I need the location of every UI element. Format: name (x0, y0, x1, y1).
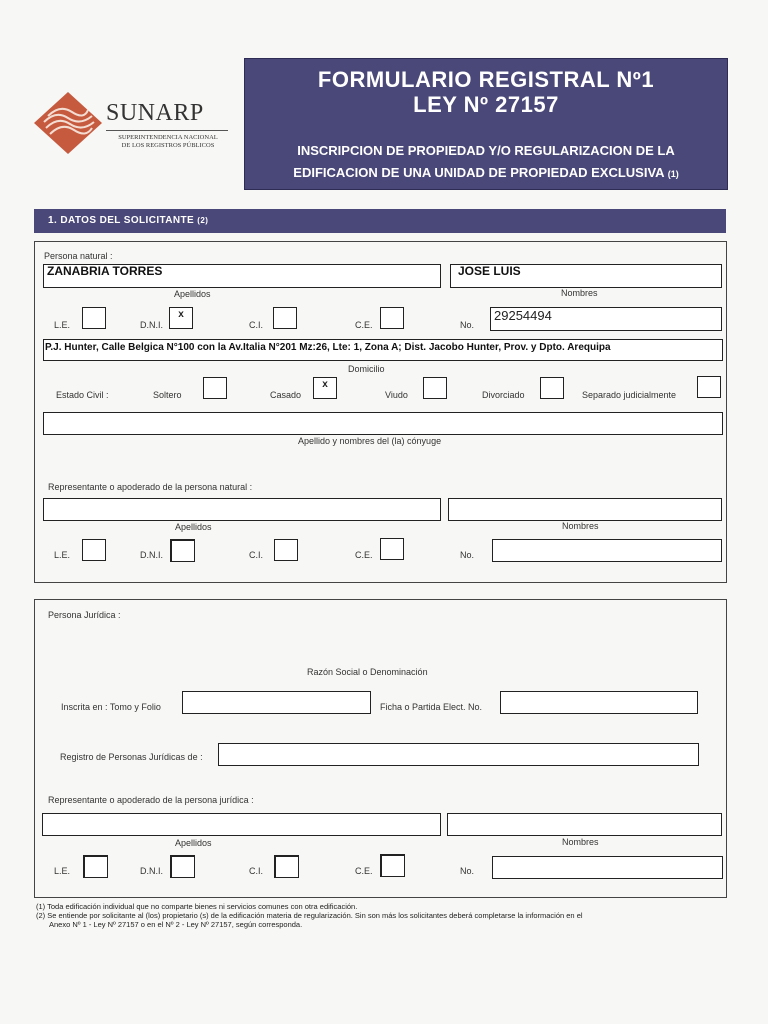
form-subtitle-line1: INSCRIPCION DE PROPIEDAD Y/O REGULARIZACION DE LA (297, 143, 675, 158)
rep-natural-no-label: No. (460, 550, 475, 560)
dni-label: D.N.I. (140, 320, 164, 330)
apellidos-value: ZANABRIA TORRES (47, 264, 163, 278)
registro-field[interactable] (218, 743, 699, 766)
casado-label: Casado (270, 390, 302, 400)
rep-natural-le-label: L.E. (54, 550, 71, 560)
rep-natural-ce-checkbox[interactable] (380, 538, 404, 560)
form-subtitle-note: (1) (667, 169, 679, 179)
form-subtitle-line2 (245, 165, 727, 180)
rep-natural-ce-label: C.E. (355, 550, 373, 560)
persona-natural-heading: Persona natural : (44, 251, 113, 261)
apellidos-label: Apellidos (174, 289, 211, 299)
section-title (48, 215, 208, 226)
doc-no-label: No. (460, 320, 475, 330)
logo-divider (106, 130, 228, 131)
ci-checkbox[interactable] (273, 307, 297, 329)
rep-natural-apellidos-field[interactable] (43, 498, 441, 521)
logo-subtitle-line2: DE LOS REGISTROS PÚBLICOS (121, 142, 215, 149)
registro-label: Registro de Personas Jurídicas de : (60, 752, 203, 762)
divorciado-label: Divorciado (482, 390, 525, 400)
ficha-label: Ficha o Partida Elect. No. (380, 702, 483, 712)
section-bar (34, 209, 726, 233)
rep-juridica-ci-checkbox[interactable] (274, 855, 299, 878)
tomo-folio-field[interactable] (182, 691, 371, 714)
rep-natural-nombres-field[interactable] (448, 498, 722, 521)
rep-juridica-nombres-label: Nombres (562, 837, 599, 847)
rep-juridica-ce-checkbox[interactable] (380, 854, 405, 877)
conyuge-label: Apellido y nombres del (la) cónyuge (298, 436, 442, 446)
representante-natural-label: Representante o apoderado de la persona natural : (48, 482, 253, 492)
divorciado-checkbox[interactable] (540, 377, 564, 399)
doc-number-value: 29254494 (494, 308, 552, 323)
le-label: L.E. (54, 320, 71, 330)
rep-juridica-le-label: L.E. (54, 866, 71, 876)
logo-name: SUNARP (106, 100, 204, 126)
domicilio-label: Domicilio (348, 364, 385, 374)
footnote-2-continued: Anexo Nº 1 - Ley Nº 27157 o en el Nº 2 - Ley Nº 27157, según corresponda. (49, 920, 303, 929)
separado-label: Separado judicialmente (582, 390, 677, 400)
rep-juridica-ci-label: C.I. (249, 866, 264, 876)
rep-juridica-le-checkbox[interactable] (83, 855, 108, 878)
separado-checkbox[interactable] (697, 376, 721, 398)
rep-natural-ci-checkbox[interactable] (274, 539, 298, 561)
rep-natural-apellidos-label: Apellidos (175, 522, 212, 532)
footnote-2: (2) Se entiende por solicitante al (los) propietario (s) de la edificación materia de regularización. Sin son más los solicitantes deberá completarse la información en el (36, 911, 583, 920)
representante-juridica-label: Representante o apoderado de la persona jurídica : (48, 795, 254, 805)
footnote-1: (1) Toda edificación individual que no comparte bienes ni servicios comunes con otra edificación. (36, 902, 358, 911)
casado-checkbox[interactable]: x (313, 377, 337, 399)
soltero-checkbox[interactable] (203, 377, 227, 399)
rep-natural-nombres-label: Nombres (562, 521, 599, 531)
razon-social-label: Razón Social o Denominación (307, 667, 428, 677)
rep-juridica-no-label: No. (460, 866, 475, 876)
rep-natural-dni-checkbox[interactable] (170, 539, 195, 562)
le-checkbox[interactable] (82, 307, 106, 329)
rep-natural-ci-label: C.I. (249, 550, 264, 560)
logo-subtitle-line1: SUPERINTENDENCIA NACIONAL (118, 134, 218, 141)
section-note: (2) (197, 216, 209, 225)
nombres-label: Nombres (561, 288, 598, 298)
form-subtitle-text: EDIFICACION DE UNA UNIDAD DE PROPIEDAD EXCLUSIVA (293, 165, 665, 180)
form-header (244, 58, 728, 190)
rep-juridica-apellidos-field[interactable] (42, 813, 441, 836)
rep-natural-dni-label: D.N.I. (140, 550, 164, 560)
rep-juridica-ce-label: C.E. (355, 866, 373, 876)
rep-juridica-apellidos-label: Apellidos (175, 838, 212, 848)
ficha-partida-field[interactable] (500, 691, 698, 714)
form-title: FORMULARIO REGISTRAL Nº1 (317, 67, 655, 92)
form-law: LEY Nº 27157 (413, 92, 559, 117)
viudo-checkbox[interactable] (423, 377, 447, 399)
rep-natural-number-field[interactable] (492, 539, 722, 562)
nombres-value: JOSE LUIS (458, 264, 521, 278)
ce-checkbox[interactable] (380, 307, 404, 329)
estado-civil-label: Estado Civil : (56, 390, 109, 400)
conyuge-field[interactable] (43, 412, 723, 435)
ci-label: C.I. (249, 320, 264, 330)
logo-subtitle (106, 134, 230, 150)
inscrita-label: Inscrita en : Tomo y Folio (61, 702, 161, 712)
soltero-label: Soltero (153, 390, 182, 400)
rep-juridica-dni-checkbox[interactable] (170, 855, 195, 878)
ce-label: C.E. (355, 320, 373, 330)
rep-juridica-nombres-field[interactable] (447, 813, 722, 836)
persona-juridica-heading: Persona Jurídica : (48, 610, 121, 620)
dni-checkbox[interactable]: x (169, 307, 193, 329)
rep-juridica-dni-label: D.N.I. (140, 866, 164, 876)
domicilio-value: P.J. Hunter, Calle Belgica N°100 con la Av.Italia N°201 Mz:26, Lte: 1, Zona A; Dist. Jacobo Hunter, Prov. y Dpto. Arequipa (45, 342, 611, 353)
rep-natural-le-checkbox[interactable] (82, 539, 106, 561)
rep-juridica-number-field[interactable] (492, 856, 723, 879)
section-title-text: 1. DATOS DEL SOLICITANTE (48, 215, 195, 226)
viudo-label: Viudo (385, 390, 408, 400)
sunarp-logo-icon (34, 92, 102, 154)
